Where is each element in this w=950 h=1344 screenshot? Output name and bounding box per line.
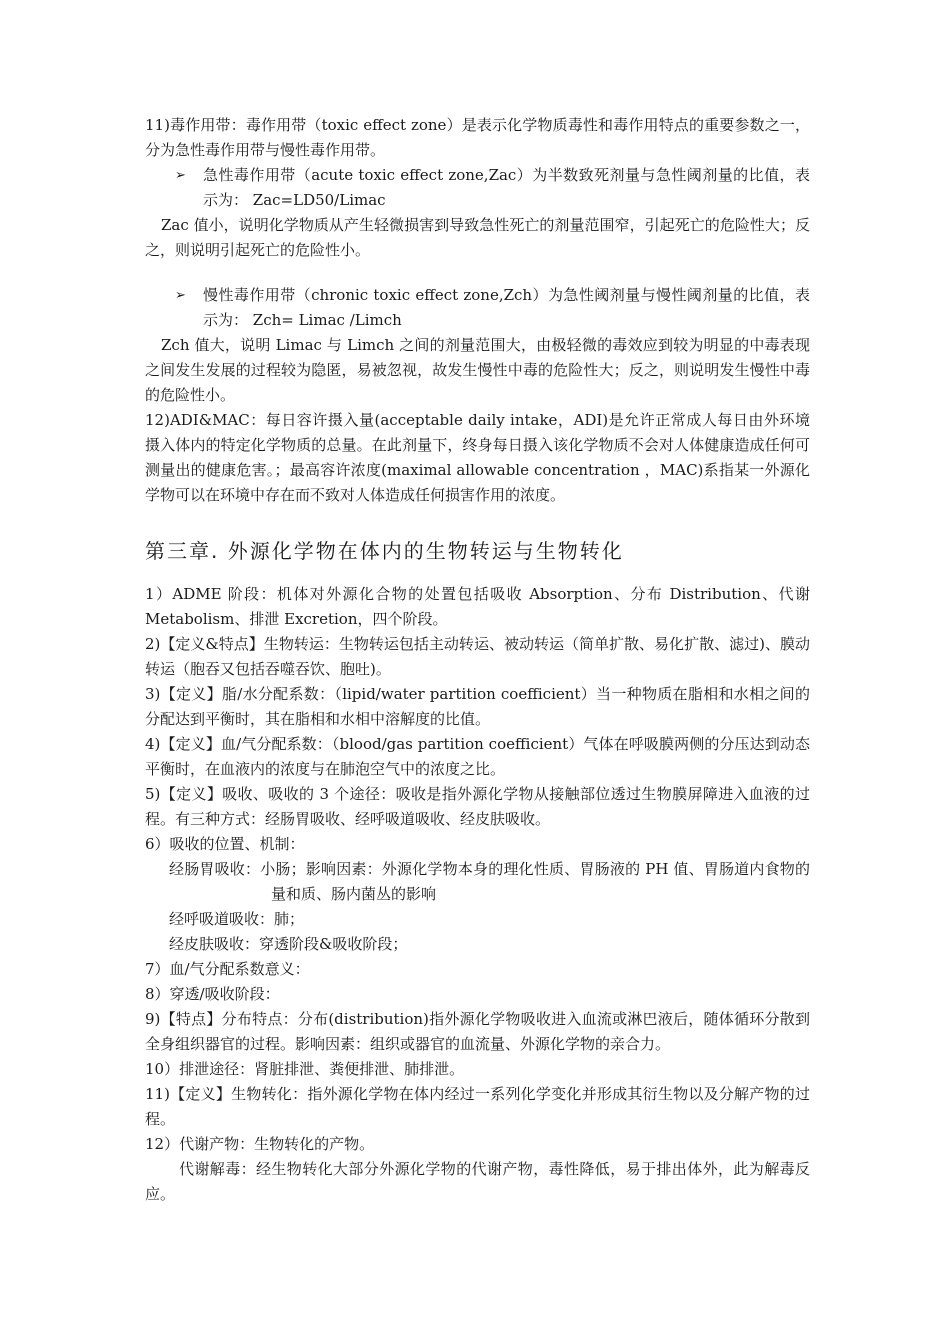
- list-item-absorption: 5)【定义】吸收、吸收的 3 个途径：吸收是指外源化学物从接触部位透过生物膜屏障进入血液的过程。有三种方式：经肠胃吸收、经呼吸道吸收、经皮肤吸收。: [145, 785, 810, 828]
- list-item-absorption-site: 6）吸收的位置、机制：: [145, 835, 305, 853]
- list-item-distribution: 9)【特点】分布特点：分布(distribution)指外源化学物吸收进入血流或淋巴液后，随体循环分散到全身组织器官的过程。影响因素：组织或器官的血流量、外源化学物的亲合力。: [145, 1010, 810, 1053]
- paragraph-zac-note: Zac 值小，说明化学物质从产生轻微损害到导致急性死亡的剂量范围窄，引起死亡的危险性大；反之，则说明引起死亡的危险性小。: [145, 216, 810, 259]
- absorption-gi: 经肠胃吸收：小肠；影响因素：外源化学物本身的理化性质、胃肠液的 PH 值、胃肠道内食物的量和质、肠内菌丛的影响: [169, 860, 810, 903]
- list-item-penetration: 8）穿透/吸收阶段：: [145, 985, 280, 1003]
- list-item-biotransformation: 11)【定义】生物转化：指外源化学物在体内经过一系列化学变化并形成其衍生物以及分解产物的过程。: [145, 1085, 810, 1128]
- paragraph-detox: 代谢解毒：经生物转化大部分外源化学物的代谢产物，毒性降低，易于排出体外，此为解毒反应。: [145, 1160, 810, 1203]
- absorption-respiratory: 经呼吸道吸收：肺；: [169, 910, 305, 928]
- list-item-biotransport: 2)【定义&特点】生物转运：生物转运包括主动转运、被动转运（简单扩散、易化扩散、滤过)、膜动转运（胞吞又包括吞噬吞饮、胞吐)。: [145, 635, 810, 678]
- bullet-chronic-zone-text: 慢性毒作用带（chronic toxic effect zone,Zch）为急性阈剂量与慢性阈剂量的比值，表示为： Zch= Limac /Limch: [203, 286, 810, 329]
- absorption-skin: 经皮肤吸收：穿透阶段&吸收阶段；: [169, 935, 408, 953]
- paragraph-adi-mac: 12)ADI&MAC：每日容许摄入量(acceptable daily intake，ADI)是允许正常成人每日由外环境摄入体内的特定化学物质的总量。在此剂量下，终身每日摄入该化学物质不会对人体健康造成任何可测量出的健康危害。；最高容许浓度(maximal allowable concentration ，MAC)系指某一外源化学物可以在环境中存在而不致对人体造成任何损害作用的浓度。: [145, 411, 810, 504]
- spacer: [145, 263, 810, 283]
- list-item-metabolite: 12）代谢产物：生物转化的产物。: [145, 1135, 375, 1153]
- list-item-excretion: 10）排泄途径：肾脏排泄、粪便排泄、肺排泄。: [145, 1060, 465, 1078]
- page-content: [145, 113, 810, 1207]
- paragraph-toxic-effect-zone: 11)毒作用带：毒作用带（toxic effect zone）是表示化学物质毒性和毒作用特点的重要参数之一，分为急性毒作用带与慢性毒作用带。: [145, 116, 810, 159]
- bullet-chronic-zone: [145, 283, 810, 333]
- chapter-3-heading: 第三章. 外源化学物在体内的生物转运与生物转化: [145, 539, 624, 563]
- bullet-acute-zone-text: 急性毒作用带（acute toxic effect zone,Zac）为半数致死剂量与急性阈剂量的比值，表示为： Zac=LD50/Limac: [203, 166, 810, 209]
- paragraph-zch-note: Zch 值大，说明 Limac 与 Limch 之间的剂量范围大，由极轻微的毒效应到较为明显的中毒表现之间发生发展的过程较为隐匿，易被忽视，故发生慢性中毒的危险性大；反之，则说明发生慢性中毒的危险性小。: [145, 336, 810, 404]
- list-item-adme: 1）ADME 阶段：机体对外源化合物的处置包括吸收 Absorption、分布 Distribution、代谢 Metabolism、排泄 Excretion，四个阶段。: [145, 585, 810, 628]
- bullet-acute-zone: [145, 163, 810, 213]
- list-item-blood-gas-meaning: 7）血/气分配系数意义：: [145, 960, 310, 978]
- list-item-lipid-water: 3)【定义】脂/水分配系数：（lipid/water partition coefficient）当一种物质在脂相和水相之间的分配达到平衡时，其在脂相和水相中溶解度的比值。: [145, 685, 810, 728]
- list-item-blood-gas: 4)【定义】血/气分配系数：（blood/gas partition coefficient）气体在呼吸膜两侧的分压达到动态平衡时，在血液内的浓度与在肺泡空气中的浓度之比。: [145, 735, 810, 778]
- arrow-bullet-icon: ➢: [175, 168, 186, 183]
- arrow-bullet-icon: ➢: [175, 288, 186, 303]
